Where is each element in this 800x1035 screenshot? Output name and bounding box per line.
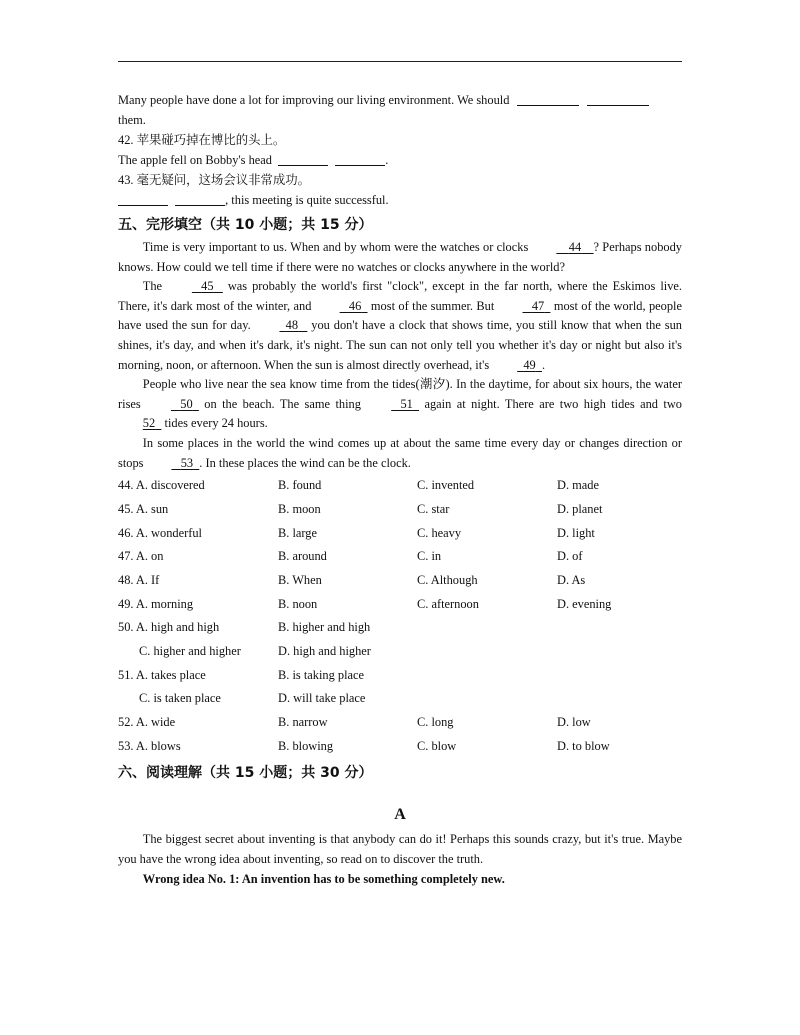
option-a[interactable]: 49. A. morning xyxy=(118,596,194,611)
blank-51[interactable] xyxy=(366,395,419,415)
text: ? Perhaps nobody knows. How could we tell time if there were no watches or clocks anywhere in the world? xyxy=(118,240,682,274)
header-rule xyxy=(118,61,682,62)
options-50-ab xyxy=(118,616,682,640)
option-d[interactable]: D. As xyxy=(557,572,586,587)
q42-chinese: 42. 苹果碰巧掉在博比的头上。 xyxy=(118,133,286,147)
option-c[interactable]: C. is taken place xyxy=(139,691,221,706)
text: again at night. There are two high tides and two xyxy=(424,396,682,411)
text: you don't have a clock that shows time, you still know that when the sun shines, it's day, and when it's dark, it's night. The sun can not only tell you whether it's day or night but also it's morning, noon, or afternoon. When the sun is almost directly overhead, it's xyxy=(118,318,682,372)
q41-text: Many people have done a lot for improving our living environment. We should xyxy=(118,93,510,107)
blank-46[interactable] xyxy=(315,297,368,317)
option-d[interactable]: D. will take place xyxy=(278,691,366,706)
blank-number: 44 xyxy=(568,240,582,254)
option-b[interactable]: B. blowing xyxy=(278,738,334,753)
blank-49[interactable] xyxy=(492,356,542,376)
blank-number: 49 xyxy=(523,357,536,372)
text: In some places in the world the wind comes up at about the same time every day or changes direction or stops xyxy=(118,435,682,470)
wrong-idea-heading: Wrong idea No. 1: An invention has to be something completely new. xyxy=(142,871,505,886)
cloze-paragraph-3 xyxy=(118,375,682,434)
option-a[interactable]: 50. A. high and high xyxy=(118,620,220,635)
cloze-passage xyxy=(118,238,682,473)
option-d[interactable]: D. to blow xyxy=(557,738,610,753)
blank-number: 48 xyxy=(285,318,299,333)
blank-number: 46 xyxy=(348,298,362,313)
cloze-paragraph-4 xyxy=(118,434,682,473)
reading-passage xyxy=(118,830,682,889)
answer-blank[interactable] xyxy=(517,93,579,106)
options-49 xyxy=(118,593,682,617)
option-c[interactable]: C. star xyxy=(417,501,450,516)
text: Time is very important to us. When and by whom were the watches or clocks xyxy=(142,240,529,254)
blank-44[interactable] xyxy=(532,238,594,258)
blank-number: 53 xyxy=(180,455,194,470)
option-a[interactable]: 44. A. discovered xyxy=(118,478,205,493)
text: . In these places the wind can be the clock. xyxy=(199,455,411,470)
blank-52[interactable] xyxy=(118,414,161,434)
option-c[interactable]: C. heavy xyxy=(417,525,462,540)
blank-number: 45 xyxy=(201,279,214,294)
option-c[interactable]: C. invented xyxy=(417,478,475,493)
text: was probably the world's first "clock", except in the far north, where the Eskimos live. There, it's dark most of the winter, and xyxy=(118,279,682,313)
option-a[interactable]: 46. A. wonderful xyxy=(118,525,202,540)
blank-48[interactable] xyxy=(255,316,308,336)
option-d[interactable]: D. low xyxy=(557,715,591,729)
options-51-ab xyxy=(118,664,682,688)
cloze-paragraph-1 xyxy=(118,238,682,277)
option-a[interactable]: 52. A. wide xyxy=(118,715,176,729)
text: . xyxy=(541,357,546,372)
option-c[interactable]: C. in xyxy=(417,549,442,564)
option-d[interactable]: D. high and higher xyxy=(278,643,371,658)
option-c[interactable]: C. higher and higher xyxy=(139,643,241,658)
blank-45[interactable] xyxy=(167,277,223,297)
text: tides every 24 hours. xyxy=(164,416,268,431)
option-b[interactable]: B. found xyxy=(278,478,322,493)
option-d[interactable]: D. planet xyxy=(557,501,603,516)
options-44 xyxy=(118,474,682,498)
option-b[interactable]: B. large xyxy=(278,525,317,540)
q43-chinese: 43. 毫无疑问，这场会议非常成功。 xyxy=(118,173,311,187)
passage-title: A xyxy=(394,806,406,824)
options-list xyxy=(118,474,682,758)
option-a[interactable]: 53. A. blows xyxy=(118,738,181,753)
option-c[interactable]: C. afternoon xyxy=(417,596,479,611)
text: The xyxy=(142,279,163,294)
blank-number: 50 xyxy=(180,396,193,411)
cloze-paragraph-2 xyxy=(118,277,682,375)
options-50-cd xyxy=(118,640,682,664)
option-d[interactable]: D. evening xyxy=(557,596,612,611)
option-d[interactable]: D. light xyxy=(557,525,595,540)
options-53 xyxy=(118,735,682,759)
options-52 xyxy=(118,711,682,735)
text: People who live near the sea know time from the tides(潮汐). In the daytime, for about six hours, the water rises xyxy=(118,377,682,411)
q43-english xyxy=(118,190,682,210)
option-d[interactable]: D. of xyxy=(557,549,583,564)
option-b[interactable]: B. narrow xyxy=(278,715,328,729)
options-51-cd xyxy=(118,687,682,711)
option-b[interactable]: B. around xyxy=(278,549,327,564)
answer-blank[interactable] xyxy=(587,93,649,106)
q41-end: them. xyxy=(118,113,146,127)
text: most of the summer. But xyxy=(370,298,495,313)
blank-number: 51 xyxy=(400,396,413,411)
blank-50[interactable] xyxy=(146,395,199,415)
blank-53[interactable] xyxy=(147,454,200,474)
blank-number: 52 xyxy=(142,416,156,431)
blank-47[interactable] xyxy=(498,297,551,317)
option-b[interactable]: B. is taking place xyxy=(278,667,365,682)
option-d[interactable]: D. made xyxy=(557,478,599,493)
section6-heading: 六、阅读理解（共 15 小题；共 30 分） xyxy=(118,765,373,782)
answer-blank[interactable] xyxy=(118,193,168,206)
answer-blank[interactable] xyxy=(278,153,328,166)
option-c[interactable]: C. long xyxy=(417,715,454,729)
section5-heading: 五、完形填空（共 10 小题；共 15 分） xyxy=(118,217,373,233)
options-47 xyxy=(118,545,682,569)
answer-blank[interactable] xyxy=(335,153,385,166)
option-b[interactable]: B. higher and high xyxy=(278,620,371,635)
options-45 xyxy=(118,498,682,522)
options-48 xyxy=(118,569,682,593)
option-a[interactable]: 48. A. If xyxy=(118,572,160,587)
translation-line-41 xyxy=(118,90,682,110)
q43-text: , this meeting is quite successful. xyxy=(225,193,389,207)
option-c[interactable]: C. Although xyxy=(417,572,478,587)
blank-number: 47 xyxy=(531,298,545,313)
q42-english: The apple fell on Bobby's head . xyxy=(118,153,389,167)
reading-paragraph-1: The biggest secret about inventing is that anybody can do it! Perhaps this sounds crazy, but it's true. Maybe you have the wrong idea about inventing, so read on to discover the truth. xyxy=(118,832,682,866)
option-a[interactable]: 51. A. takes place xyxy=(118,667,206,682)
option-b[interactable]: B. moon xyxy=(278,501,321,516)
option-a[interactable]: 45. A. sun xyxy=(118,501,169,516)
options-46 xyxy=(118,522,682,546)
option-b[interactable]: B. noon xyxy=(278,596,318,611)
answer-blank[interactable] xyxy=(175,193,225,206)
text: on the beach. The same thing xyxy=(204,396,361,411)
text: most of the world, people have used the sun for day. xyxy=(118,298,682,333)
q42-text: The apple fell on Bobby's head xyxy=(118,153,272,167)
option-a[interactable]: 47. A. on xyxy=(118,549,164,564)
option-b[interactable]: B. When xyxy=(278,572,322,587)
option-c[interactable]: C. blow xyxy=(417,738,457,753)
document-page xyxy=(118,90,682,889)
